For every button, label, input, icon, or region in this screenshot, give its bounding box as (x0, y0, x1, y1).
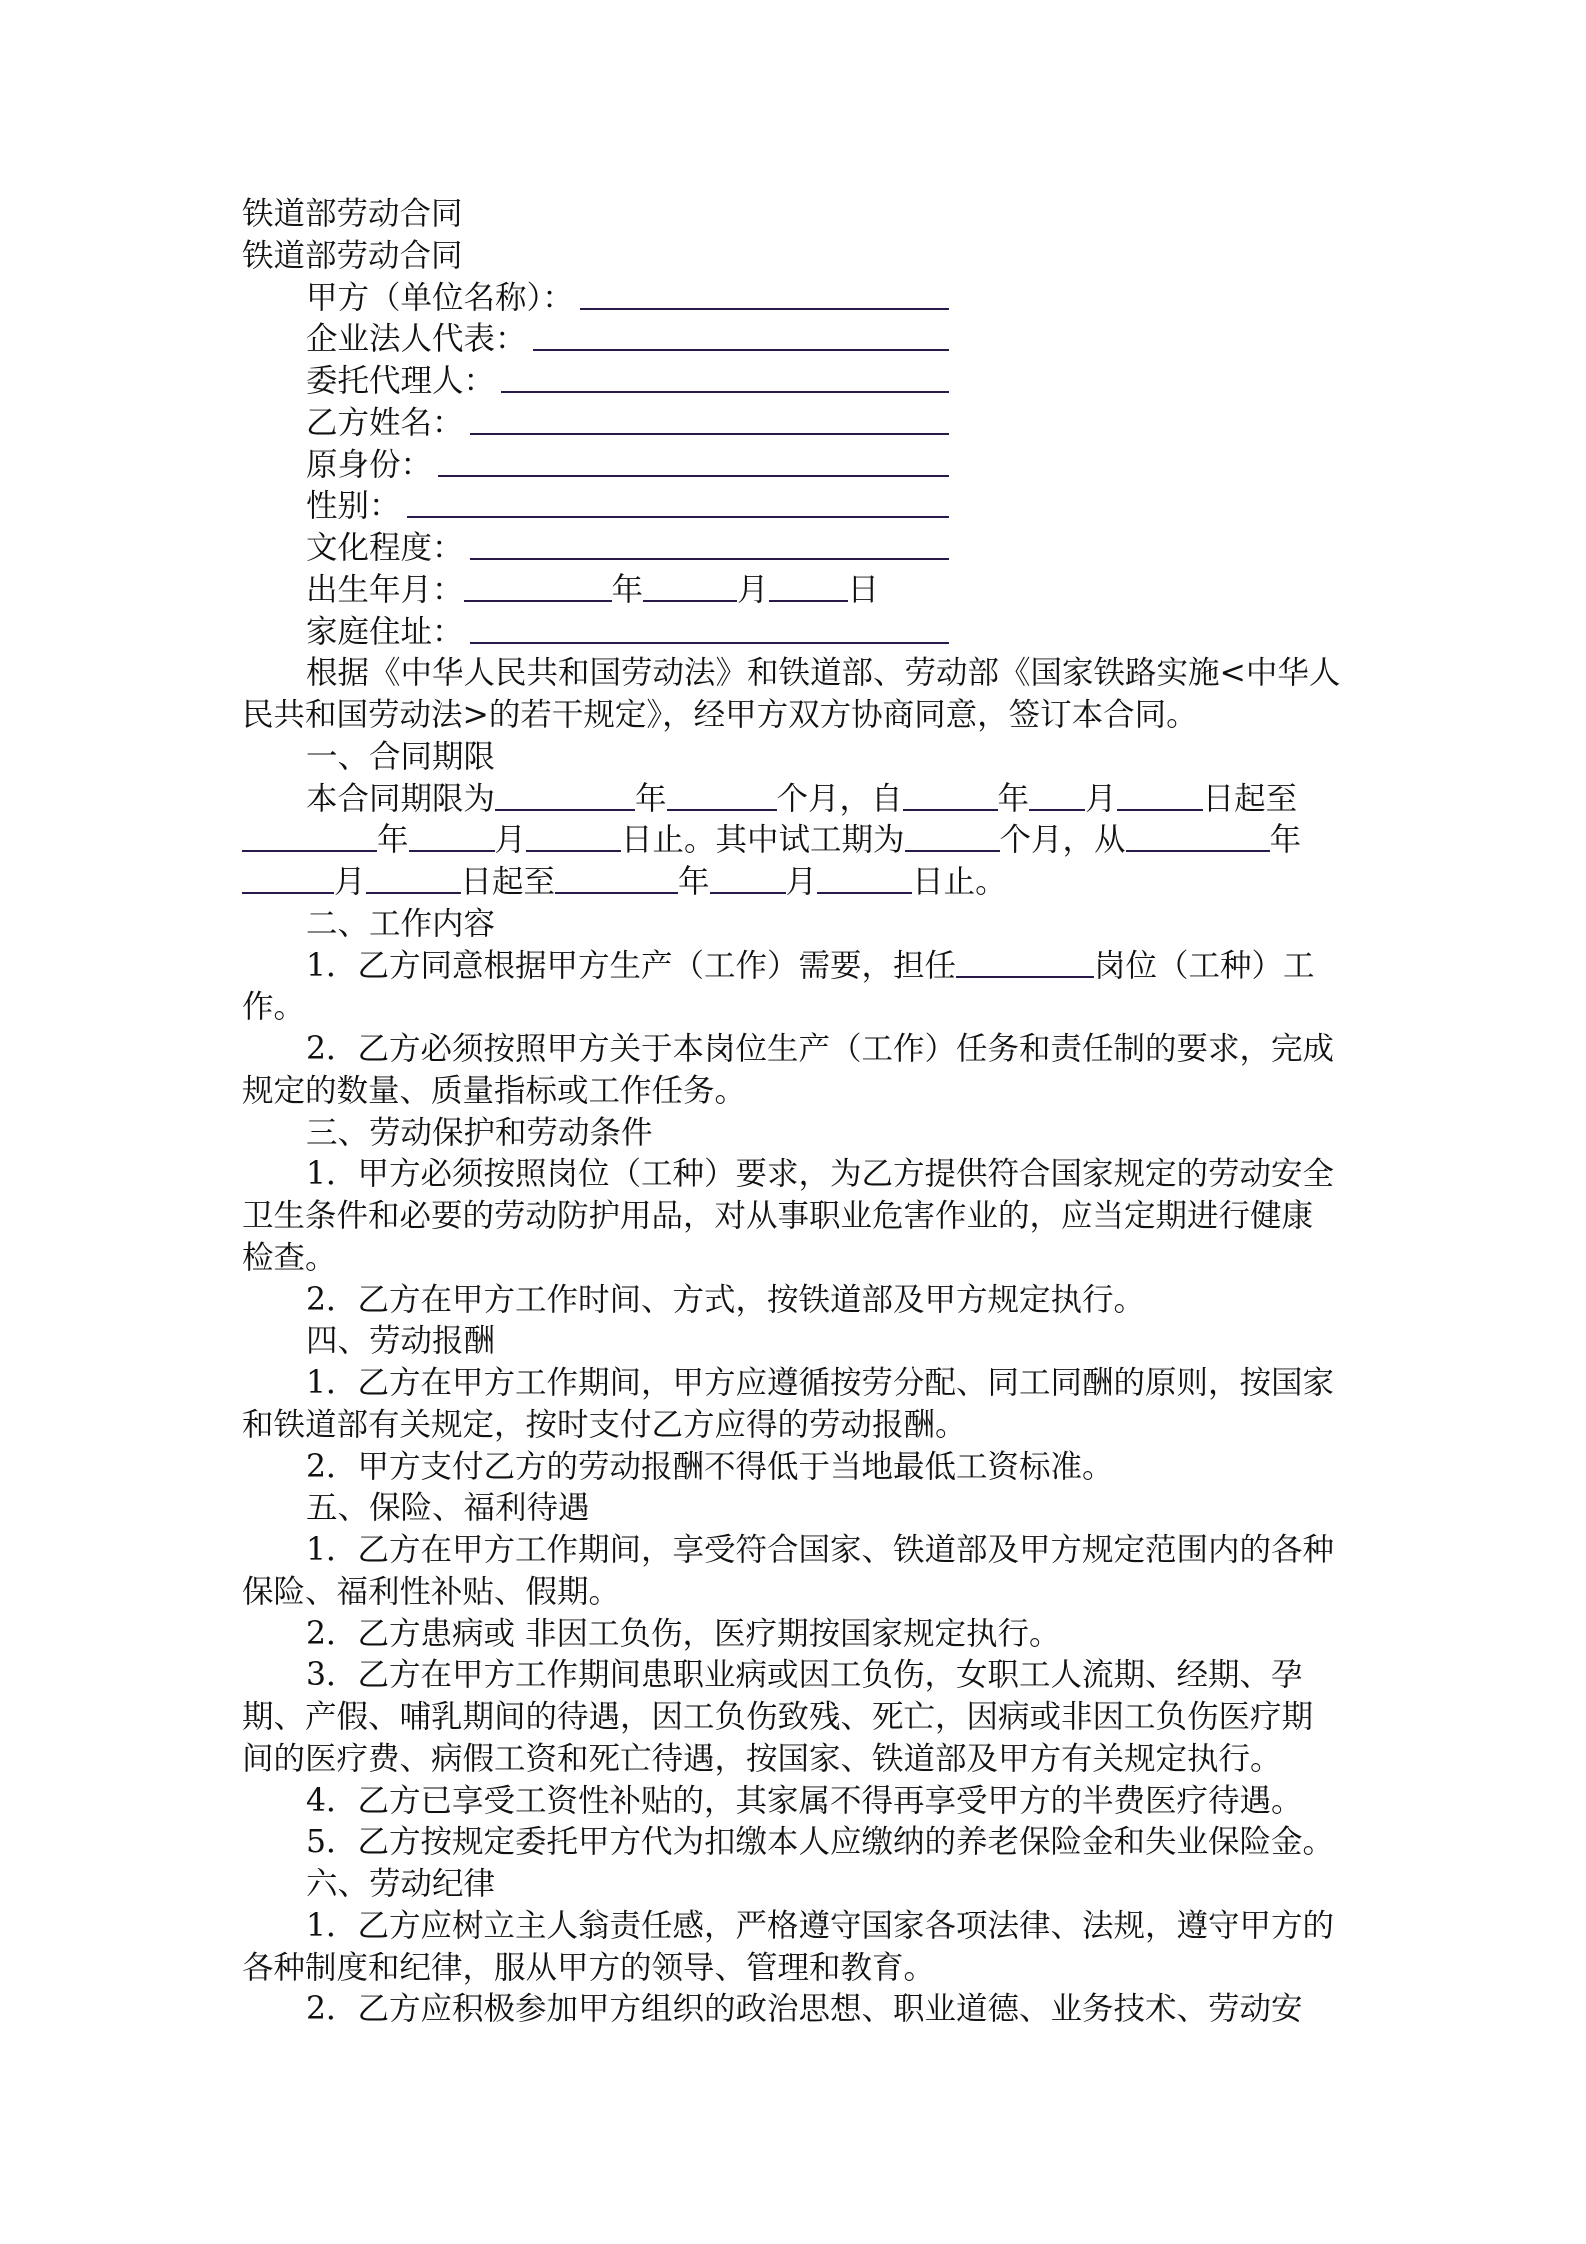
form-field-line (242, 820, 1354, 862)
fill-in-blank[interactable] (526, 820, 621, 852)
text-segment: 日止。其中试工期为 (621, 822, 905, 859)
body-text-line (242, 1530, 1354, 1572)
body-text-line (242, 1948, 1354, 1990)
body-text-line (242, 1280, 1354, 1322)
document-title (242, 194, 1354, 236)
body-text-line (242, 653, 1354, 695)
text-segment: 年 (678, 864, 710, 900)
body-text-line (242, 1029, 1354, 1071)
form-field-line (242, 570, 1354, 612)
text-segment: 1．乙方应树立主人翁责任感，严格遵守国家各项法律、法规，遵守甲方的 (306, 1907, 1335, 1944)
body-text-line (242, 1154, 1354, 1196)
fill-in-blank[interactable] (769, 570, 848, 602)
fill-in-blank[interactable] (464, 570, 612, 602)
text-segment: 四、劳动报酬 (306, 1323, 496, 1360)
field-label: 甲方（单位名称）： (306, 279, 574, 316)
text-segment: 卫生条件和必要的劳动防护用品，对从事职业危害作业的，应当定期进行健康 (242, 1198, 1314, 1234)
text-segment: 1．甲方必须按照岗位（工种）要求，为乙方提供符合国家规定的劳动安全 (306, 1156, 1335, 1193)
text-segment: 日止。 (912, 864, 1007, 900)
text-segment: 本合同期限为 (306, 780, 496, 817)
text-segment: 2．甲方支付乙方的劳动报酬不得低于当地最低工资标准。 (306, 1448, 1114, 1485)
text-segment: 六、劳动纪律 (306, 1866, 496, 1902)
document-title (242, 236, 1354, 278)
text-segment: 检查。 (242, 1239, 337, 1276)
fill-in-blank[interactable] (710, 862, 786, 894)
fill-in-blank[interactable] (555, 862, 678, 894)
body-text-line (242, 695, 1354, 737)
body-text-line (242, 987, 1354, 1029)
body-text-line (242, 1196, 1354, 1238)
form-field-line (242, 779, 1354, 821)
text-segment: 1．乙方在甲方工作期间，甲方应遵循按劳分配、同工同酬的原则，按国家 (306, 1365, 1335, 1401)
body-text-line (242, 1822, 1354, 1864)
fill-in-blank[interactable] (366, 862, 461, 894)
form-field-line (242, 319, 949, 361)
text-segment: 和铁道部有关规定，按时支付乙方应得的劳动报酬。 (242, 1406, 967, 1443)
text-segment: 间的医疗费、病假工资和死亡待遇，按国家、铁道部及甲方有关规定执行。 (242, 1740, 1282, 1777)
text-segment: 规定的数量、质量指标或工作任务。 (242, 1072, 747, 1109)
text-segment: 铁道部劳动合同 (242, 237, 463, 274)
text-segment: 5．乙方按规定委托甲方代为扣缴本人应缴纳的养老保险金和失业保险金。 (306, 1824, 1335, 1861)
text-segment: 年 (611, 571, 644, 608)
text-segment: 3．乙方在甲方工作期间患职业病或因工负伤，女职工人流期、经期、孕 (306, 1657, 1303, 1694)
text-segment: 月 (1085, 780, 1117, 817)
text-segment: 五、保险、福利待遇 (306, 1490, 590, 1527)
fill-in-blank[interactable] (956, 946, 1094, 978)
form-field-line (242, 403, 949, 445)
body-text-line (242, 1071, 1354, 1113)
fill-in-blank[interactable] (643, 570, 737, 602)
fill-in-blank[interactable] (1126, 820, 1270, 852)
section-heading (242, 1113, 1354, 1155)
field-input-line[interactable] (470, 403, 949, 435)
fill-in-blank[interactable] (667, 779, 777, 811)
text-segment: 日起至 (460, 864, 556, 900)
form-field-line (242, 445, 949, 487)
text-segment: 2．乙方应积极参加甲方组织的政治思想、职业道德、业务技术、劳动安 (306, 1991, 1303, 2028)
field-input-line[interactable] (580, 278, 949, 310)
text-segment: 个月，自 (776, 780, 903, 817)
text-segment: 1．乙方同意根据甲方生产（工作）需要，担任 (306, 947, 957, 984)
form-field-line (242, 486, 949, 528)
fill-in-blank[interactable] (905, 820, 1000, 852)
text-segment: 年 (997, 780, 1030, 817)
text-segment: 铁道部劳动合同 (242, 196, 463, 232)
section-heading (242, 1321, 1354, 1363)
body-text-line (242, 1238, 1354, 1280)
form-field-line (242, 278, 949, 320)
body-text-line (242, 1655, 1354, 1697)
text-segment: 一、合同期限 (306, 738, 496, 775)
form-field-line (242, 612, 949, 654)
contract-document (242, 194, 1354, 2031)
field-label: 乙方姓名： (306, 404, 464, 441)
fill-in-blank[interactable] (817, 862, 912, 894)
field-input-line[interactable] (501, 361, 949, 393)
fill-in-blank[interactable] (1029, 779, 1085, 811)
body-text-line (242, 1572, 1354, 1614)
form-field-line (242, 361, 949, 403)
text-segment: 年 (635, 780, 667, 817)
text-segment: 年 (377, 822, 409, 859)
fill-in-blank[interactable] (242, 862, 334, 894)
text-segment: 2．乙方在甲方工作时间、方式，按铁道部及甲方规定执行。 (306, 1281, 1146, 1318)
text-segment: 年 (1269, 822, 1302, 859)
body-text-line (242, 1447, 1354, 1489)
field-label: 文化程度： (306, 530, 464, 566)
text-segment: 各种制度和纪律，服从甲方的领导、管理和教育。 (242, 1949, 936, 1986)
text-segment: 作。 (242, 989, 306, 1026)
body-text-line (242, 1739, 1354, 1781)
text-segment: 岗位（工种）工 (1094, 947, 1315, 984)
field-label: 原身份： (306, 446, 433, 483)
body-text-line (242, 1906, 1354, 1948)
body-text-line (242, 1781, 1354, 1823)
text-segment: 日 (847, 571, 880, 608)
fill-in-blank[interactable] (242, 820, 377, 852)
text-segment: 保险、福利性补贴、假期。 (242, 1573, 621, 1610)
text-segment: 个月，从 (999, 822, 1126, 859)
text-segment: 月 (737, 571, 769, 608)
field-input-line[interactable] (470, 528, 949, 560)
text-segment: 1．乙方在甲方工作期间，享受符合国家、铁道部及甲方规定范围内的各种 (306, 1532, 1335, 1568)
text-segment: 民共和国劳动法>的若干规定》，经甲方双方协商同意，签订本合同。 (242, 697, 1198, 733)
fill-in-blank[interactable] (409, 820, 495, 852)
form-field-line (242, 528, 949, 570)
text-segment: 期、产假、哺乳期间的待遇，因工负伤致残、死亡，因病或非因工负伤医疗期 (242, 1699, 1314, 1735)
field-input-line[interactable] (533, 319, 949, 351)
fill-in-blank[interactable] (903, 779, 998, 811)
field-input-line[interactable] (438, 445, 949, 477)
fill-in-blank[interactable] (495, 779, 635, 811)
field-label: 委托代理人： (306, 363, 496, 399)
text-segment: 月 (494, 822, 527, 859)
text-segment: 月 (334, 864, 366, 900)
body-text-line (242, 1614, 1354, 1656)
body-text-line (242, 1363, 1354, 1405)
body-text-line (242, 1697, 1354, 1739)
text-segment: 出生年月： (306, 571, 464, 608)
text-segment: 根据《中华人民共和国劳动法》和铁道部、劳动部《国家铁路实施<中华人 (306, 655, 1341, 692)
section-heading (242, 737, 1354, 779)
text-segment: 2．乙方必须按照甲方关于本岗位生产（工作）任务和责任制的要求，完成 (306, 1031, 1335, 1067)
field-input-line[interactable] (470, 612, 949, 644)
text-segment: 二、工作内容 (306, 905, 496, 942)
section-heading (242, 1864, 1354, 1906)
section-heading (242, 1488, 1354, 1530)
body-text-line (242, 1989, 1354, 2031)
field-label: 企业法人代表： (306, 321, 527, 358)
text-segment: 4．乙方已享受工资性补贴的，其家属不得再享受甲方的半费医疗待遇。 (306, 1782, 1303, 1819)
text-segment: 三、劳动保护和劳动条件 (306, 1114, 653, 1151)
form-field-line (242, 946, 1354, 988)
body-text-line (242, 1405, 1354, 1447)
text-segment: 2．乙方患病或 非因工负伤，医疗期按国家规定执行。 (306, 1615, 1061, 1652)
fill-in-blank[interactable] (1117, 779, 1203, 811)
text-segment: 月 (785, 864, 818, 900)
field-label: 家庭住址： (306, 613, 464, 650)
field-label: 性别： (306, 488, 401, 525)
section-heading (242, 904, 1354, 946)
text-segment: 日起至 (1202, 780, 1298, 817)
field-input-line[interactable] (407, 486, 949, 518)
form-field-line (242, 862, 1354, 904)
